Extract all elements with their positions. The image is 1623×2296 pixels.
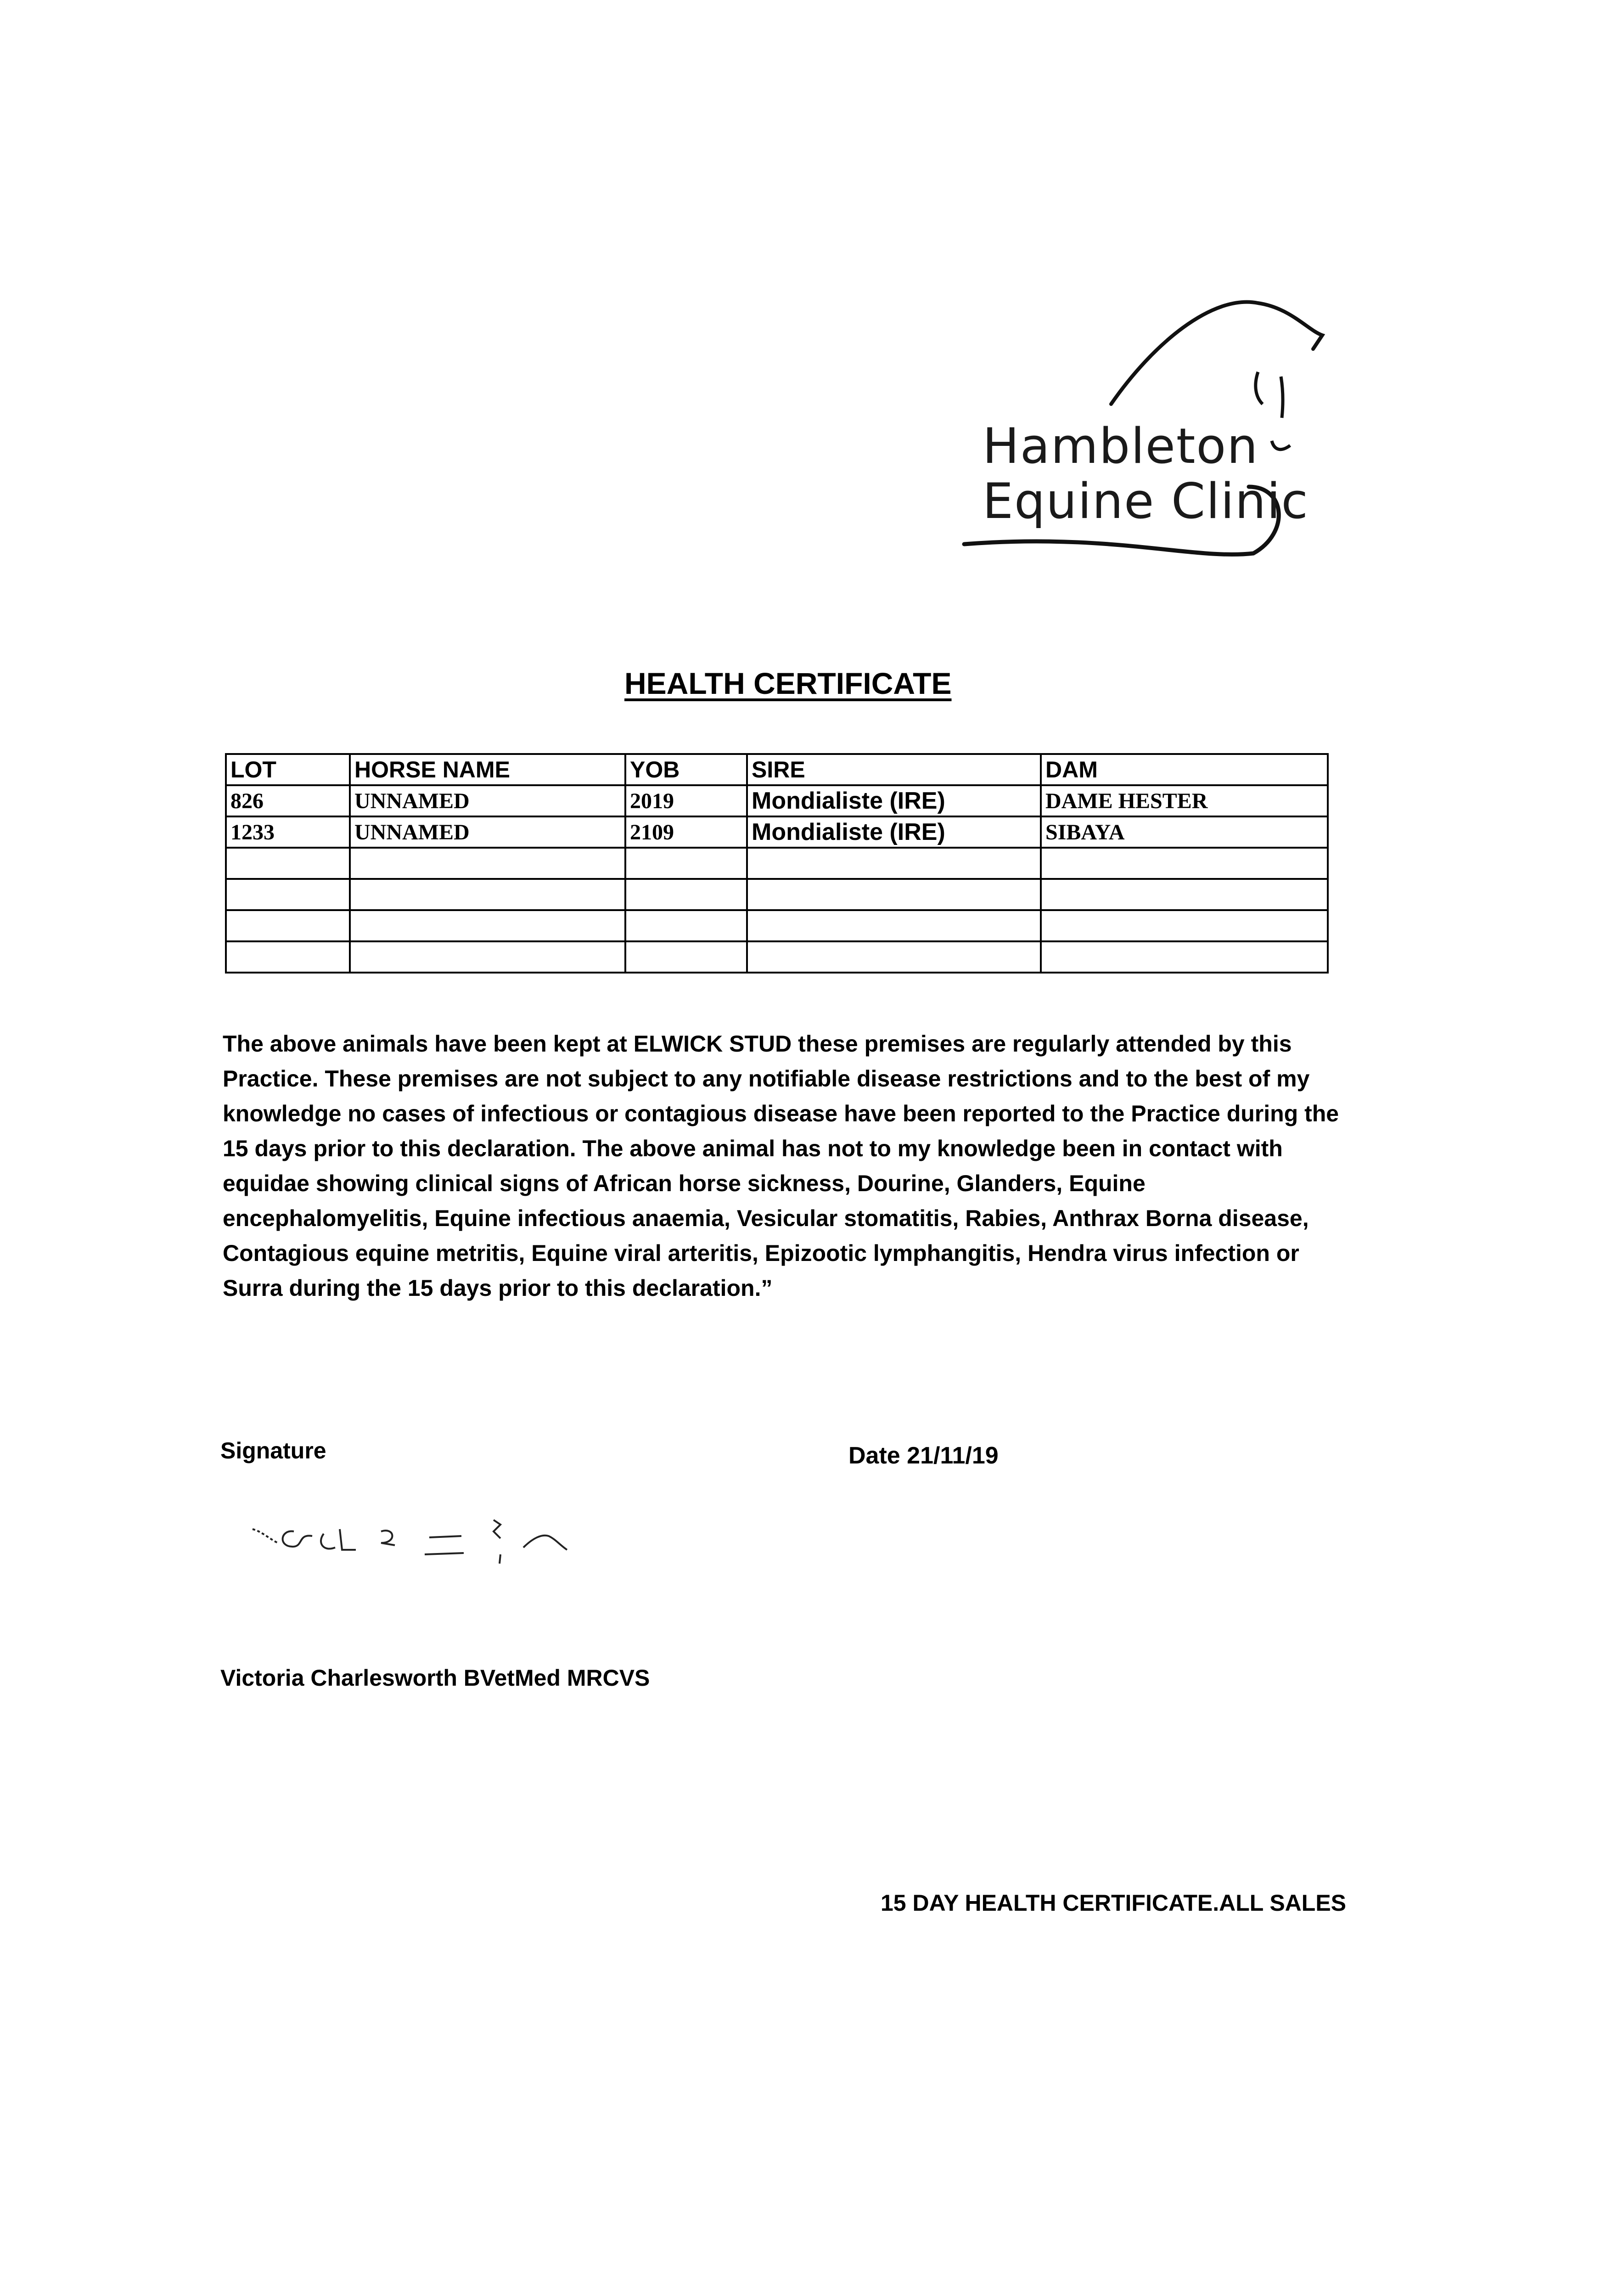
cell-sire <box>747 941 1041 973</box>
header-yob: YOB <box>625 754 747 785</box>
cell-horse-name <box>350 879 625 910</box>
table-row <box>226 941 1328 973</box>
vet-name: Victoria Charlesworth BVetMed MRCVS <box>220 1665 650 1691</box>
header-sire: SIRE <box>747 754 1041 785</box>
cell-sire <box>747 848 1041 879</box>
cell-horse-name <box>350 848 625 879</box>
date-label: Date 21/11/19 <box>848 1442 999 1469</box>
signature-label: Signature <box>220 1438 326 1463</box>
header-horse-name: HORSE NAME <box>350 754 625 785</box>
cell-dam <box>1041 941 1328 973</box>
table-row <box>226 816 1328 848</box>
cell-lot <box>226 848 350 879</box>
table-row <box>226 785 1328 816</box>
page-title: HEALTH CERTIFICATE <box>624 666 952 700</box>
horse-table <box>225 753 1329 974</box>
cell-yob <box>625 848 747 879</box>
cell-yob <box>625 879 747 910</box>
clinic-logo <box>937 294 1341 579</box>
cell-dam: SIBAYA <box>1041 816 1328 848</box>
cell-dam <box>1041 910 1328 941</box>
cell-horse-name: UNNAMED <box>350 816 625 848</box>
cell-yob <box>625 910 747 941</box>
cell-dam: DAME HESTER <box>1041 785 1328 816</box>
cell-sire <box>747 910 1041 941</box>
cell-lot: 826 <box>226 785 350 816</box>
declaration-text: The above animals have been kept at ELWICK STUD these premises are regularly attended by this Practice. These premises are not subject to any notifiable disease restrictions and to the best of my knowledge no cases of infectious or contagious disease have been reported to the Practice during the 15 days prior to this declaration. The above animal has not to my knowledge been in contact with equidae showing clinical signs of African horse sickness, Dourine, Glanders, Equine encephalomyelitis, Equine infectious anaemia, Vesicular stomatitis, Rabies, Anthrax Borna disease, Contagious equine metritis, Equine viral arteritis, Epizootic lymphangitis, Hendra virus infection or Surra during the 15 days prior to this declaration.” <box>223 1031 1339 1301</box>
cell-sire: Mondialiste (IRE) <box>747 785 1041 816</box>
cell-lot <box>226 879 350 910</box>
cell-horse-name <box>350 910 625 941</box>
table-row <box>226 879 1328 910</box>
cell-dam <box>1041 879 1328 910</box>
footer-note: 15 DAY HEALTH CERTIFICATE.ALL SALES <box>881 1890 1347 1916</box>
cell-dam <box>1041 848 1328 879</box>
cell-horse-name: UNNAMED <box>350 785 625 816</box>
cell-yob <box>625 941 747 973</box>
cell-lot <box>226 941 350 973</box>
table-header-row <box>226 754 1328 785</box>
table-row <box>226 848 1328 879</box>
cell-lot: 1233 <box>226 816 350 848</box>
header-lot: LOT <box>226 754 350 785</box>
cell-sire <box>747 879 1041 910</box>
clinic-name-line2: Equine Clinic <box>983 473 1309 529</box>
cell-yob: 2019 <box>625 785 747 816</box>
cell-sire: Mondialiste (IRE) <box>747 816 1041 848</box>
cell-yob: 2109 <box>625 816 747 848</box>
cell-horse-name <box>350 941 625 973</box>
clinic-name-line1: Hambleton <box>983 418 1259 474</box>
header-dam: DAM <box>1041 754 1328 785</box>
handwritten-signature <box>243 1511 684 1584</box>
table-row <box>226 910 1328 941</box>
cell-lot <box>226 910 350 941</box>
